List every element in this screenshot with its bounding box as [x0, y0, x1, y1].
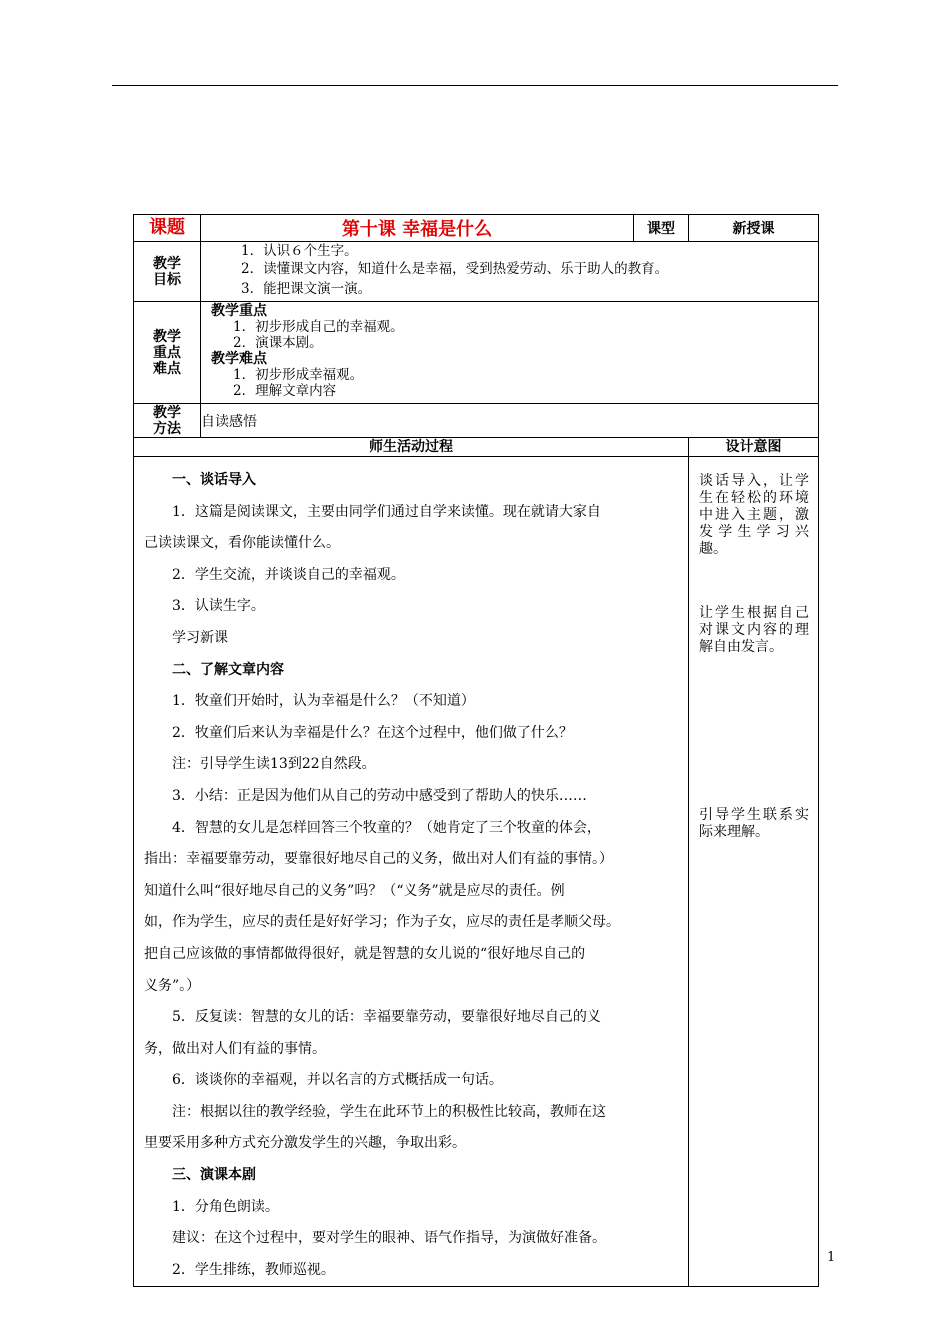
focus-item: 2．演课本剧。 — [233, 335, 323, 351]
process-line: 如，作为学生，应尽的责任是好好学习；作为子女，应尽的责任是孝顺父母。 — [144, 914, 620, 931]
process-line: 学习新课 — [172, 629, 228, 646]
lesson-title: 第十课 幸福是什么 — [201, 215, 634, 242]
intent-note: 让学生根据自己对课文内容的理解自由发言。 — [699, 605, 809, 655]
keypoints-row — [134, 302, 819, 404]
process-line: 注：根据以往的教学经验，学生在此环节上的积极性比较高，教师在这 — [172, 1103, 606, 1120]
section-heading: 三、演课本剧 — [172, 1167, 256, 1184]
process-line: 4．智慧的女儿是怎样回答三个牧童的？（她肯定了三个牧童的体会， — [172, 819, 601, 836]
process-line: 6．谈谈你的幸福观，并以名言的方式概括成一句话。 — [172, 1072, 503, 1089]
difficulty-item: 1．初步形成幸福观。 — [233, 367, 364, 383]
process-line: 1．分角色朗读。 — [172, 1198, 279, 1215]
objective-item: 2．读懂课文内容，知道什么是幸福，受到热爱劳动、乐于助人的教育。 — [241, 261, 669, 277]
intent-content — [689, 457, 819, 1287]
intent-header: 设计意图 — [689, 438, 819, 457]
process-line: 3．小结：正是因为他们从自己的劳动中感受到了帮助人的快乐…… — [172, 787, 587, 804]
process-line: 务，做出对人们有益的事情。 — [144, 1040, 326, 1057]
lesson-type-value: 新授课 — [689, 215, 819, 242]
intent-note: 引导学生联系实际来理解。 — [699, 807, 809, 840]
lesson-plan-table — [133, 214, 819, 1287]
process-row — [134, 457, 819, 1287]
objectives-row — [134, 242, 819, 302]
objective-item: 1．认识６个生字。 — [241, 243, 358, 259]
process-header: 师生活动过程 — [134, 438, 689, 457]
process-line: 把自己应该做的事情都做得很好，就是智慧的女儿说的“很好地尽自己的 — [144, 945, 586, 962]
section-heading: 二、了解文章内容 — [172, 661, 284, 678]
section-heading: 一、谈话导入 — [172, 472, 256, 488]
method-value: 自读感悟 — [201, 404, 819, 438]
keypoints-content — [201, 302, 819, 404]
process-line: 2．学生排练，教师巡视。 — [172, 1261, 335, 1278]
difficulty-item: 2．理解文章内容 — [233, 383, 337, 399]
process-line: 2．学生交流，并谈谈自己的幸福观。 — [172, 566, 405, 583]
method-label: 教学 方法 — [134, 404, 201, 438]
objective-item: 3．能把课文演一演。 — [241, 281, 372, 297]
difficulty-title: 教学难点 — [211, 351, 267, 367]
title-row — [134, 215, 819, 242]
focus-item: 1．初步形成自己的幸福观。 — [233, 319, 404, 335]
process-line: 注：引导学生读13到22自然段。 — [172, 756, 376, 773]
intent-note: 谈话导入，让学生在轻松的环境中进入主题，激发学生学习兴趣。 — [699, 473, 809, 557]
page-number: 1 — [827, 1250, 836, 1265]
process-line: 义务”。） — [144, 977, 201, 994]
method-row — [134, 404, 819, 438]
keypoints-label: 教学 重点 难点 — [134, 302, 201, 404]
process-line: 建议：在这个过程中，要对学生的眼神、语气作指导，为演做好准备。 — [172, 1230, 606, 1247]
process-line: 里要采用多种方式充分激发学生的兴趣，争取出彩。 — [144, 1135, 466, 1152]
header-rule — [112, 85, 838, 86]
objectives-label: 教学 目标 — [134, 242, 201, 302]
lesson-type-label: 课型 — [634, 215, 689, 242]
process-line: 5．反复读：智慧的女儿的话：幸福要靠劳动，要靠很好地尽自己的义 — [172, 1009, 601, 1026]
process-line: 3．认读生字。 — [172, 598, 265, 615]
process-line: 1．牧童们开始时，认为幸福是什么？（不知道） — [172, 693, 475, 710]
course-label: 课题 — [134, 215, 201, 242]
process-header-row — [134, 438, 819, 457]
process-line: 1．这篇是阅读课文，主要由同学们通过自学来读懂。现在就请大家自 — [172, 503, 601, 520]
objectives-content — [201, 242, 819, 302]
process-line: 己读读课文，看你能读懂什么。 — [144, 535, 340, 552]
process-line: 指出：幸福要靠劳动，要靠很好地尽自己的义务，做出对人们有益的事情。） — [144, 851, 613, 868]
process-line: 知道什么叫“很好地尽自己的义务”吗？（“义务”就是应尽的责任。例 — [144, 882, 565, 899]
focus-title: 教学重点 — [211, 303, 267, 319]
process-line: 2．牧童们后来认为幸福是什么？在这个过程中，他们做了什么？ — [172, 724, 573, 741]
process-content — [134, 457, 689, 1287]
